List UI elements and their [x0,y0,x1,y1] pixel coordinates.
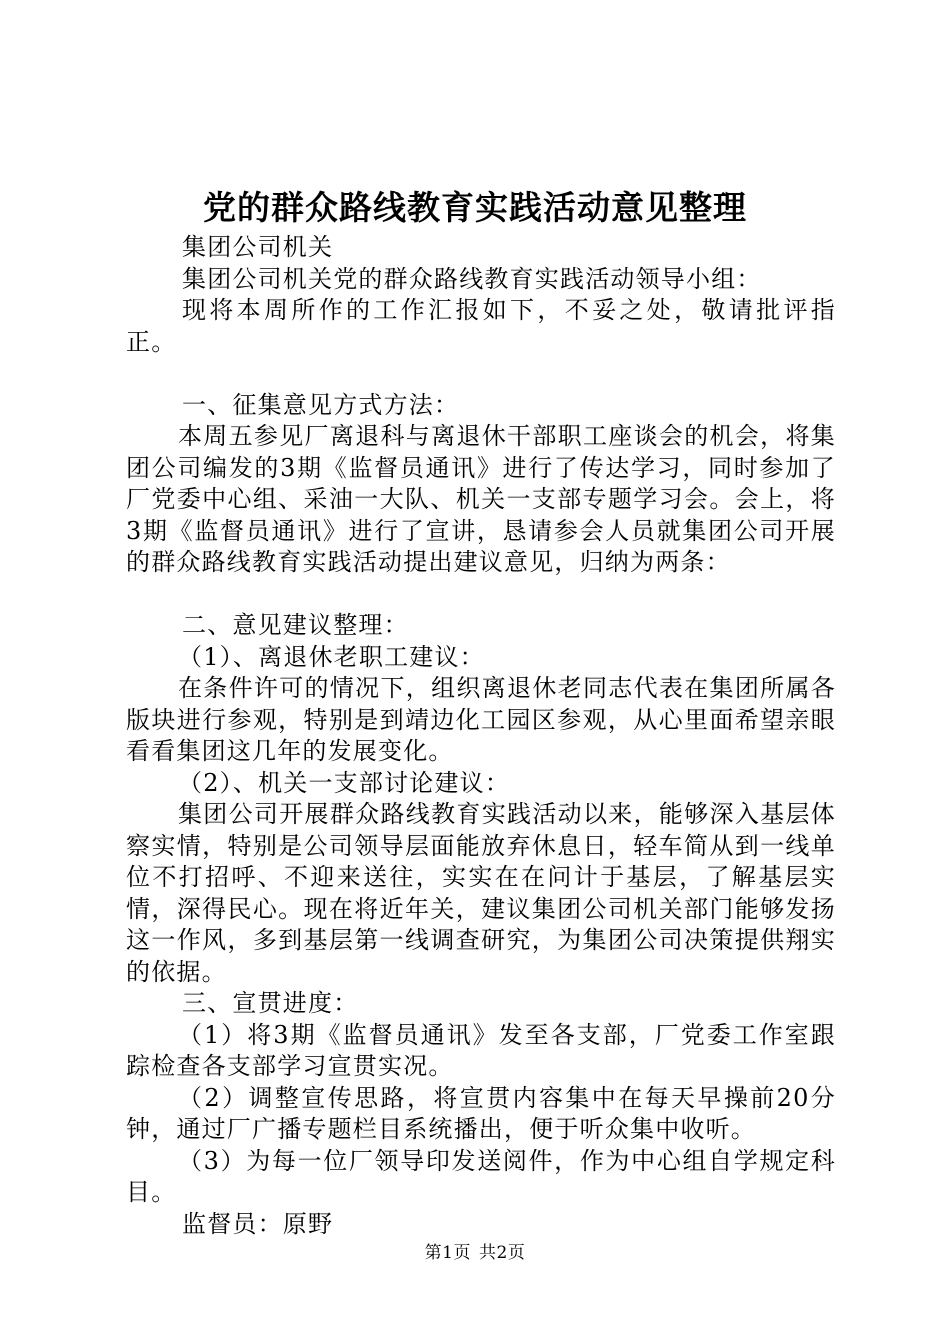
page-total: 共2页 [479,1243,526,1263]
progress-item-3: （3）为每一位厂领导印发送阅件，作为中心组自学规定科目。 [126,1146,836,1206]
signature-line: 监督员：原野 [182,1209,334,1238]
section-heading-1: 一、征集意见方式方法： [182,390,460,419]
blank-line [126,358,836,390]
section-heading-2: 二、意见建议整理： [182,611,409,639]
section-1-paragraph: 本周五参见厂离退科与离退休干部职工座谈会的机会，将集团公司编发的3期《监督员通讯》进行了传达学习，同时参加了厂党委中心组、采油一大队、机关一支部专题学习会。会上，将3期《监督员通讯》进行了宣讲，恳请参会人员就集团公司开展的群众路线教育实践活动提出建议意见，归纳为两条： [126,422,836,576]
progress-item-1: （1）将3期《监督员通讯》发至各支部，厂党委工作室跟踪检查各支部学习宣贯实况。 [126,1020,836,1080]
progress-item-2: （2）调整宣传思路，将宣贯内容集中在每天早操前20分钟，通过厂广播专题栏目系统播出，便于听众集中收听。 [126,1083,836,1143]
subsection-heading-1: （1）、离退休老职工建议： [178,642,485,671]
document-body [126,232,836,1240]
subsection-2-paragraph: 集团公司开展群众路线教育实践活动以来，能够深入基层体察实情，特别是公司领导层面能放弃休息日，轻车简从到一线单位不打招呼、不迎来送往，实实在在问计于基层，了解基层实情，深得民心。现在将近年关，建议集团公司机关部门能够发扬这一作风，多到基层第一线调查研究，为集团公司决策提供翔实的依据。 [126,800,836,986]
subsection-heading-2: （2）、机关一支部讨论建议： [178,768,511,797]
recipient-line: 集团公司机关 [182,233,334,261]
page-number: 第1页 [424,1243,471,1263]
blank-line [126,579,836,611]
subsection-1-paragraph: 在条件许可的情况下，组织离退休老同志代表在集团所属各版块进行参观，特别是到靖边化工园区参观，从心里面希望亲眼看看集团这几年的发展变化。 [126,674,836,765]
addressee-line: 集团公司机关党的群众路线教育实践活动领导小组： [182,264,762,293]
page-footer [0,1241,950,1265]
section-heading-3: 三、宣贯进度： [182,989,359,1017]
document-title: 党的群众路线教育实践活动意见整理 [203,188,747,227]
intro-paragraph: 现将本周所作的工作汇报如下，不妥之处，敬请批评指正。 [126,296,836,356]
